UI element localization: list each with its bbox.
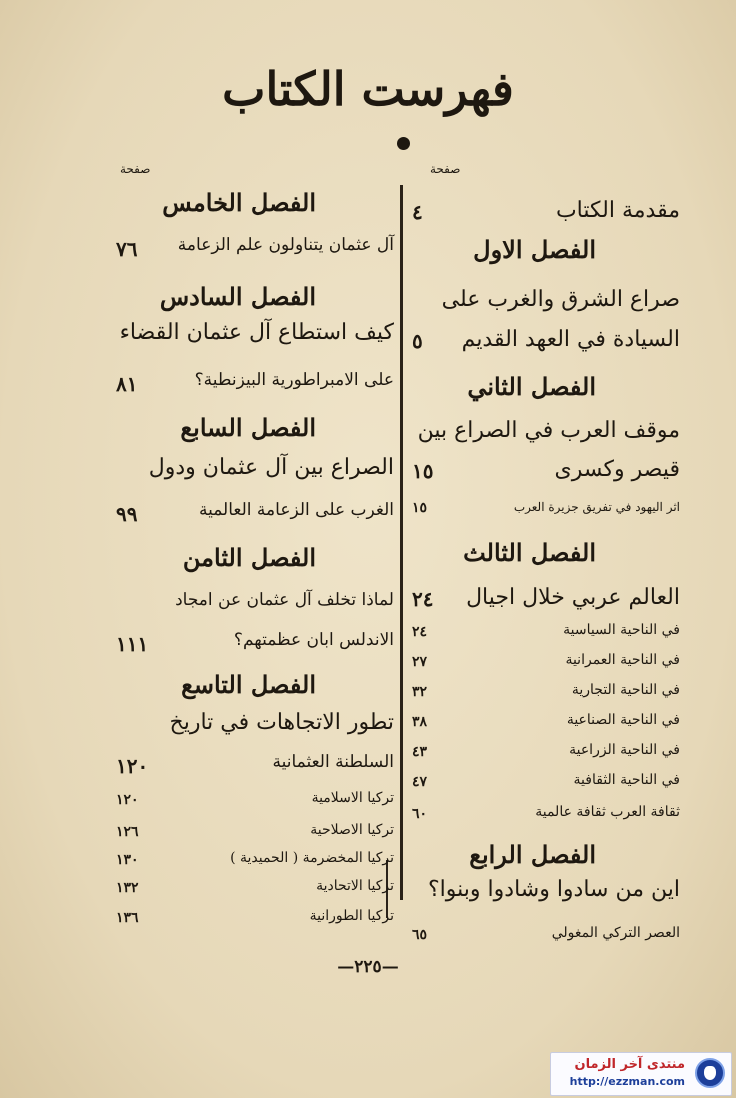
page-number: —٢٢٥— — [337, 957, 399, 977]
toc-entry-title: في الناحية السياسية — [563, 622, 680, 638]
toc-entry-title: الغرب على الزعامة العالمية — [198, 500, 394, 520]
watermark-badge — [550, 1052, 732, 1096]
toc-entry-title: تطور الاتجاهات في تاريخ — [169, 710, 394, 735]
toc-entry-title: موقف العرب في الصراع بين — [417, 418, 680, 443]
chapter-heading: الفصل السابع — [180, 413, 316, 442]
toc-entry-title: السيادة في العهد القديم — [461, 327, 680, 352]
toc-entry-title: اثر اليهود في تفريق جزيرة العرب — [513, 500, 680, 514]
left-page-header: صفحة — [120, 162, 151, 176]
toc-entry-title: كيف استطاع آل عثمان القضاء — [119, 320, 394, 345]
toc-entry-page: ١١١ — [116, 632, 149, 656]
toc-entry-title: على الامبراطورية البيزنطية؟ — [194, 370, 394, 390]
chapter-heading: الفصل الاول — [473, 235, 596, 264]
chapter-heading: الفصل الثالث — [463, 538, 596, 567]
chapter-heading: الفصل الثاني — [467, 372, 596, 401]
toc-entry-title: اين من سادوا وشادوا وبنوا؟ — [428, 877, 680, 902]
toc-entry-page: ٤ — [412, 200, 423, 224]
toc-entry-page: ٧٦ — [116, 237, 138, 261]
toc-entry-title: تركيا المخضرمة ( الحميدية ) — [230, 850, 394, 866]
separator-dot — [397, 137, 410, 150]
toc-entry-page: ١٥ — [412, 459, 434, 483]
toc-entry-title: تركيا الطورانية — [309, 908, 394, 924]
toc-entry-page: ٦٥ — [412, 927, 428, 943]
toc-entry-title: آل عثمان يتناولون علم الزعامة — [177, 235, 394, 255]
toc-entry-page: ١٣٠ — [116, 852, 139, 868]
toc-entry-title: مقدمة الكتاب — [555, 198, 680, 223]
toc-entry-page: ١٣٦ — [116, 910, 139, 926]
column-divider — [400, 185, 403, 900]
chapter-heading: الفصل التاسع — [181, 670, 316, 699]
toc-entry-title: في الناحية التجارية — [571, 682, 680, 698]
chapter-heading: الفصل الرابع — [469, 840, 596, 869]
toc-entry-page: ٤٣ — [412, 744, 428, 760]
toc-entry-title: ثقافة العرب ثقافة عالمية — [535, 804, 680, 820]
toc-entry-page: ٢٤ — [412, 587, 434, 611]
toc-entry-title: في الناحية الثقافية — [573, 772, 680, 788]
toc-entry-page: ٢٧ — [412, 654, 428, 670]
toc-entry-page: ٦٠ — [412, 806, 428, 822]
toc-entry-title: في الناحية العمرانية — [565, 652, 680, 668]
toc-entry-title: في الناحية الزراعية — [569, 742, 680, 758]
chapter-heading: الفصل الخامس — [162, 188, 316, 217]
toc-entry-title: السلطنة العثمانية — [272, 752, 394, 772]
toc-entry-title: العالم عربي خلال اجيال — [466, 585, 680, 610]
toc-entry-page: ٨١ — [116, 372, 138, 396]
right-page-header: صفحة — [430, 162, 461, 176]
toc-entry-title: قيصر وكسرى — [554, 457, 680, 482]
toc-entry-title: الاندلس ابان عظمتهم؟ — [233, 630, 394, 650]
toc-entry-page: ١٣٢ — [116, 880, 139, 896]
toc-entry-page: ٤٧ — [412, 774, 428, 790]
watermark-url: http://ezzman.com — [569, 1075, 685, 1088]
toc-entry-page: ٣٢ — [412, 684, 428, 700]
chapter-heading: الفصل السادس — [159, 282, 316, 311]
toc-entry-page: ٣٨ — [412, 714, 428, 730]
toc-entry-title: لماذا تخلف آل عثمان عن امجاد — [175, 590, 394, 610]
toc-entry-page: ١٢٦ — [116, 824, 139, 840]
toc-entry-title: الصراع بين آل عثمان ودول — [148, 455, 394, 480]
toc-entry-title: العصر التركي المغولي — [551, 925, 680, 941]
toc-entry-title: تركيا الاصلاحية — [310, 822, 394, 838]
toc-entry-page: ٩٩ — [116, 502, 138, 526]
forum-logo-icon — [695, 1058, 725, 1088]
toc-entry-page: ١٢٠ — [116, 754, 149, 778]
toc-entry-title: تركيا الاسلامية — [311, 790, 394, 806]
chapter-heading: الفصل الثامن — [182, 543, 316, 572]
toc-entry-page: ٢٤ — [412, 624, 428, 640]
toc-entry-title: تركيا الاتحادية — [316, 878, 394, 894]
toc-entry-title: صراع الشرق والغرب على — [441, 287, 680, 312]
page-title: فهرست الكتاب — [222, 62, 514, 116]
watermark-name: منتدى آخر الزمان — [574, 1057, 685, 1072]
toc-entry-page: ٥ — [412, 329, 423, 353]
toc-entry-page: ١٢٠ — [116, 792, 139, 808]
toc-entry-title: في الناحية الصناعية — [566, 712, 680, 728]
toc-entry-page: ١٥ — [412, 500, 428, 516]
